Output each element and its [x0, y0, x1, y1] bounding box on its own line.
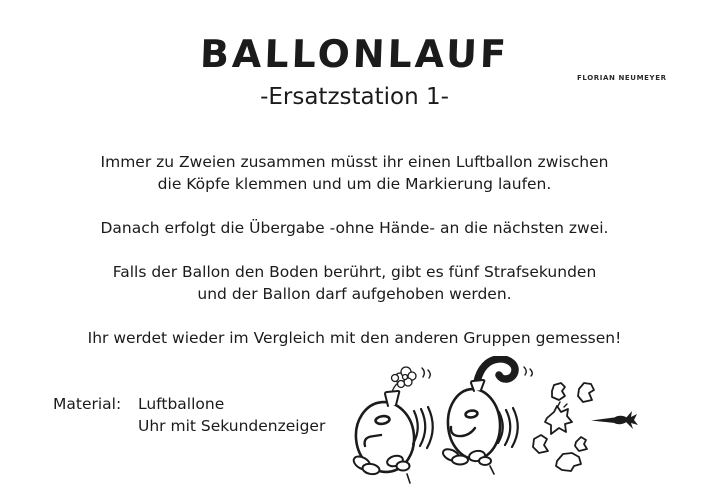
curly-ribbon-icon: [477, 359, 515, 382]
material-item: Uhr mit Sekundenzeiger: [138, 417, 326, 435]
page-subtitle: -Ersatzstation 1-: [260, 84, 449, 110]
small-motion-ticks-icon: [422, 368, 430, 378]
instruction-paragraph: [0, 327, 709, 349]
balloon-eye-icon: [375, 415, 390, 424]
text-line: Ihr werdet wieder im Vergleich mit den anderen Gruppen gemessen!: [87, 329, 622, 347]
foot-flick-stroke: [490, 466, 494, 474]
dart-fins: [625, 411, 638, 429]
motion-lines-icon: [413, 407, 433, 448]
material-label: Material:: [53, 395, 122, 413]
balloon-neck: [471, 380, 484, 391]
material-item: Luftballone: [138, 395, 225, 413]
balloon-body: [446, 387, 503, 460]
balloon-run-illustration: [338, 356, 650, 498]
material-list: [138, 393, 325, 437]
material-section: [53, 393, 325, 437]
text-line: und der Ballon darf aufgehoben werden.: [197, 285, 512, 303]
balloon-scraps-icon: [533, 383, 594, 471]
dart-icon: [591, 411, 638, 429]
small-motion-ticks-icon: [524, 367, 532, 376]
instruction-paragraph: [0, 261, 709, 305]
dart-needle: [591, 418, 615, 424]
instruction-paragraph: [0, 217, 709, 239]
balloon-neck: [385, 391, 399, 406]
balloon-knot-tuft-icon: [392, 367, 417, 392]
text-line: Danach erfolgt die Übergabe -ohne Hände- an die nächsten zwei.: [100, 219, 609, 237]
balloon-character-1: [351, 367, 432, 483]
page-title: BALLONLAUF: [199, 32, 510, 76]
text-line: Immer zu Zweien zusammen müsst ihr einen Luftballon zwischen: [100, 153, 609, 171]
balloon-character-2: [441, 359, 532, 474]
foot-flick-stroke: [407, 474, 410, 483]
text-line: die Köpfe klemmen und um die Markierung laufen.: [157, 175, 552, 193]
author-credit: FLORIAN NEUMEYER: [577, 74, 667, 82]
instructions-block: [0, 151, 709, 371]
balloon-eye-icon: [465, 410, 478, 418]
text-line: Falls der Ballon den Boden berührt, gibt es fünf Strafsekunden: [112, 263, 597, 281]
instruction-paragraph: [0, 151, 709, 195]
